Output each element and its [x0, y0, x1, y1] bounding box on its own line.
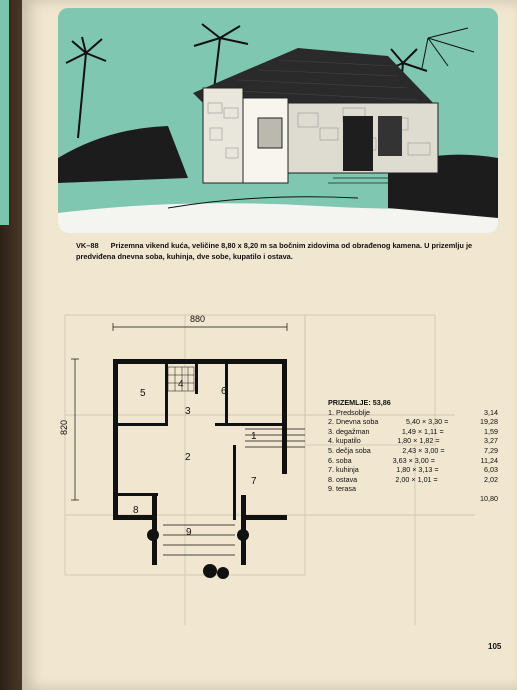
- width-dimension-label: 880: [190, 314, 206, 324]
- previous-page-edge: [0, 0, 22, 690]
- room-area: 11,24: [480, 455, 498, 465]
- legend-rows: [328, 408, 498, 494]
- room-number-7: 7: [251, 476, 257, 487]
- legend-row: [328, 427, 498, 437]
- room-label: 3. degažman: [328, 426, 370, 436]
- room-number-1: 1: [251, 431, 257, 442]
- legend-row: [328, 436, 498, 446]
- previous-page-illustration-edge: [0, 0, 9, 225]
- room-area: 3,14: [483, 407, 498, 417]
- legend-total: 10,80: [480, 493, 498, 503]
- room-area-legend: [328, 398, 498, 504]
- room-area: 7,29: [483, 445, 498, 455]
- legend-row: [328, 475, 498, 485]
- page-number: 105: [488, 642, 502, 651]
- room-label: 9. terasa: [328, 484, 356, 494]
- room-calc: 2,00 × 1,01 =: [395, 474, 438, 484]
- room-label: 1. Predsoblje: [328, 407, 370, 417]
- room-calc: 2,43 × 3,00 =: [402, 445, 445, 455]
- legend-row: [328, 456, 498, 466]
- caption-text: Prizemna vikend kuća, veličine 8,80 x 8,20 m sa bočnim zidovima od obrađenog kamena. U prizemlju je predviđena dnevna soba, kuhinja, dve sobe, kupatilo i ostava.: [76, 241, 473, 261]
- room-label: 8. ostava: [328, 474, 358, 484]
- room-number-6: 6: [221, 386, 227, 397]
- room-label: 2. Dnevna soba: [328, 417, 379, 427]
- room-calc: 5,40 × 3,30 =: [405, 417, 449, 427]
- room-area: [476, 484, 498, 494]
- model-code: VK–88: [76, 241, 99, 250]
- figure-caption: [76, 240, 496, 262]
- room-label: 6. soba: [328, 455, 352, 465]
- room-area: 19,28: [479, 417, 498, 427]
- room-label: 7. kuhinja: [328, 465, 359, 475]
- room-label: 5. dečja soba: [328, 445, 371, 455]
- room-number-2: 2: [185, 452, 191, 463]
- house-illustration: [58, 8, 498, 233]
- legend-row: [328, 417, 498, 427]
- room-area: 1,59: [484, 426, 498, 436]
- room-number-4: 4: [178, 379, 184, 390]
- legend-row: [328, 484, 498, 494]
- room-number-9: 9: [186, 527, 192, 538]
- room-area: 3,27: [483, 436, 498, 446]
- room-calc: 1,80 × 3,13 =: [396, 465, 439, 475]
- room-area: 2,02: [483, 474, 498, 484]
- room-calc: 1,80 × 1,82 =: [397, 436, 440, 446]
- height-dimension-label: 820: [59, 419, 69, 435]
- room-calc: 3,63 × 3,00 =: [392, 455, 435, 465]
- legend-row: [328, 408, 498, 418]
- legend-row: [328, 465, 498, 475]
- legend-row: [328, 446, 498, 456]
- legend-title: PRIZEMLJE: 53,86: [328, 398, 391, 407]
- room-number-5: 5: [140, 388, 146, 399]
- room-label: 4. kupatilo: [328, 436, 361, 446]
- room-number-8: 8: [133, 505, 139, 516]
- room-number-3: 3: [185, 406, 191, 417]
- room-area: 6,03: [484, 465, 498, 475]
- room-calc: 1,49 × 1,11 =: [401, 426, 444, 436]
